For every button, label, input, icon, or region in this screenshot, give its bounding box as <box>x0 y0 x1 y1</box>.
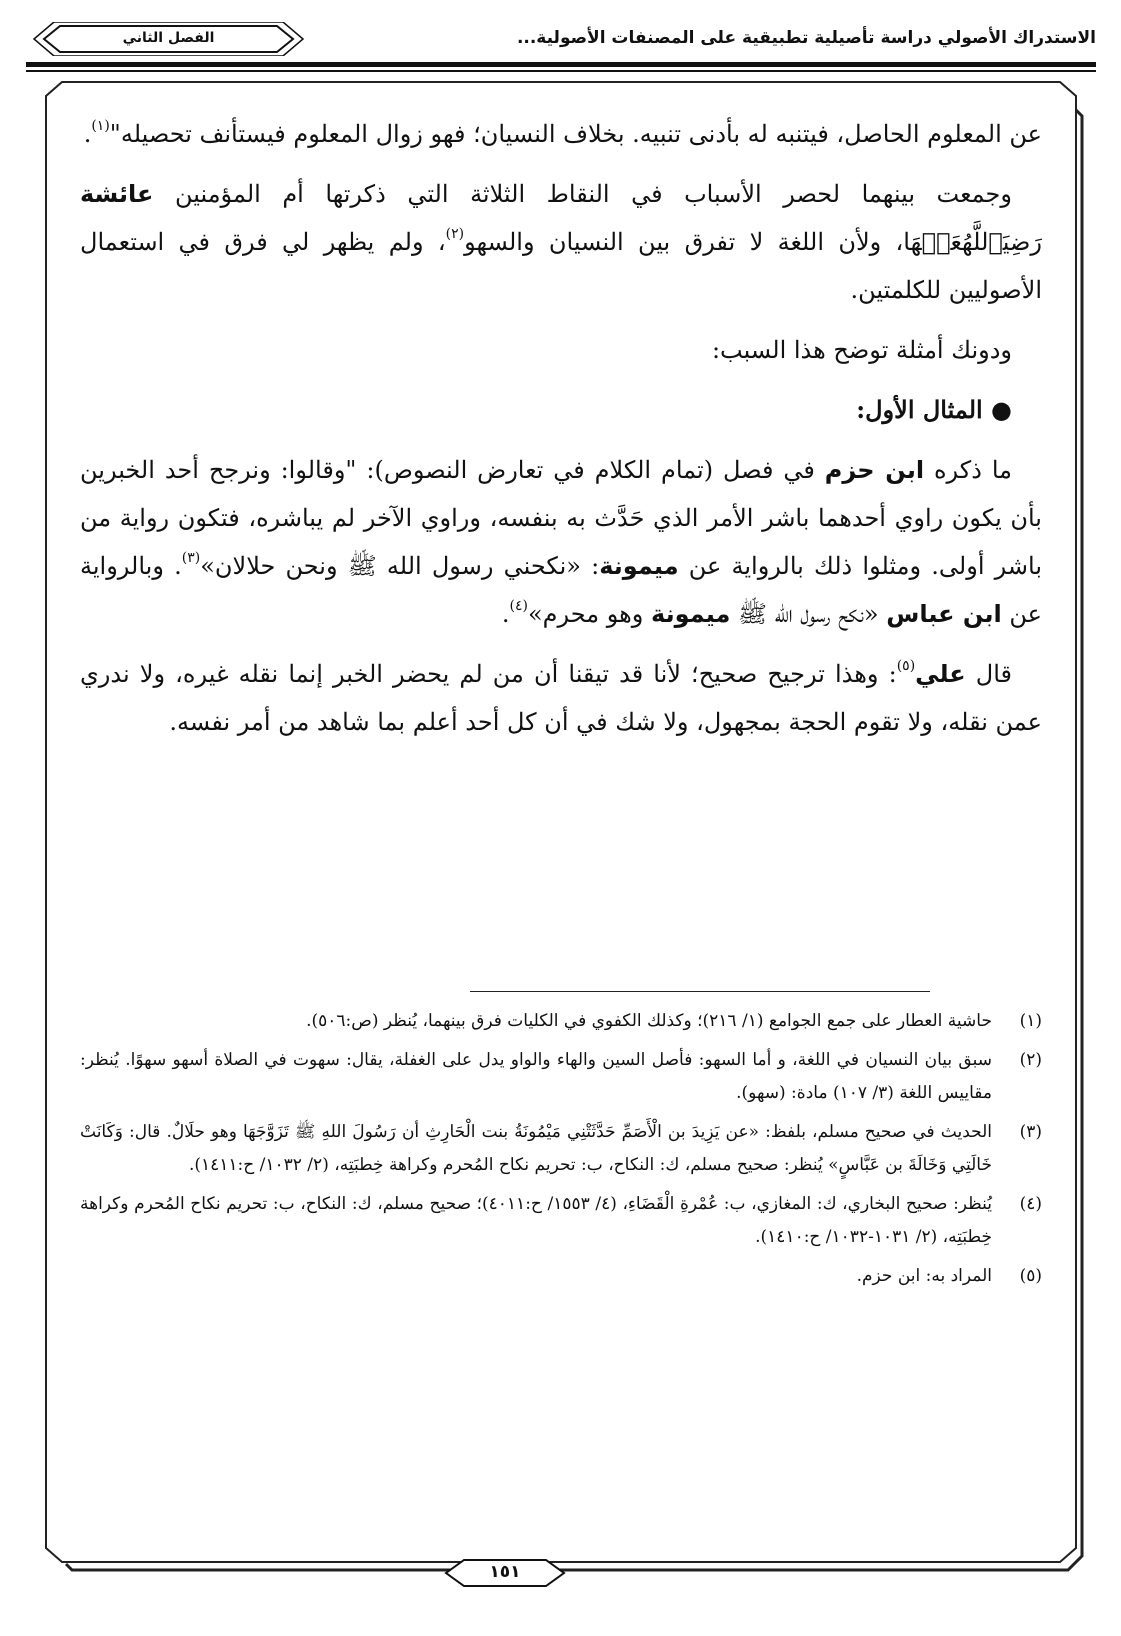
p4-text-f: وهو محرم» <box>527 600 644 628</box>
p4-text-c: : «نكحني رسول الله ﷺ ونحن حلالان» <box>200 552 600 580</box>
paragraph-4 <box>80 446 1042 638</box>
footnote-ref-1[interactable]: (١) <box>91 118 110 134</box>
name-ali: علي <box>915 660 966 688</box>
p5-text-a: قال <box>975 660 1012 688</box>
footnote-text: يُنظر: صحيح البخاري، ك: المغازي، ب: عُمْرةِ الْقَضَاءِ، (٤/ ١٥٥٣/ ح:٤٠١١)؛ صحيح مسلم، ك: النكاح، ب: تحريم نكاح المُحرم وكراهة خِطبَتِه، (٢/ ١٠٣١-١٠٣٢/ ح:١٤١٠). <box>80 1194 992 1247</box>
p4-text-e: «نكح رسول الله ﷺ <box>738 600 879 628</box>
footnote <box>80 1260 1042 1293</box>
main-text <box>80 110 1042 758</box>
footnote-separator <box>470 991 930 992</box>
p1-end: . <box>83 120 92 148</box>
paragraph-5 <box>80 650 1042 746</box>
footnote-text: حاشية العطار على جمع الجوامع (١/ ٢١٦)؛ وكذلك الكفوي في الكليات فرق بينهما، يُنظر (ص:٥٠٦). <box>306 1011 992 1031</box>
name-ibn-hazm: ابن حزم <box>824 456 925 484</box>
p4-text-b: في فصل (تمام الكلام في تعارض النصوص): "وقالوا: ونرجح أحد الخبرين بأن يكون راوي أحدهما باشر الأمر الذي حَدَّث به بنفسه، وراوي الآخر لم يباشره، فتكون رواية من باشر أولى. ومثلوا ذلك بالرواية عن <box>80 456 1043 580</box>
name-maymuna-2: ميمونة <box>651 600 731 628</box>
example-heading: ● المثال الأول: <box>856 395 1012 424</box>
paragraph-1 <box>80 110 1042 158</box>
footnotes <box>80 1005 1042 1299</box>
chapter-label: الفصل الثاني <box>122 30 215 46</box>
p4-text-g: . <box>501 600 510 628</box>
page-number: ١٥١ <box>489 1562 521 1582</box>
p5-text-b: : وهذا ترجيح صحيح؛ لأنا قد تيقنا أن من لم يحضر الخبر إنما نقله غيره، ولا ندري عمن نقله، ولا تقوم الحجة بمجهول، ولا شك في أن كل أحد أعلم بما شاهد من أمر نفسه. <box>80 660 1042 736</box>
paragraph-3: ودونك أمثلة توضح هذا السبب: <box>711 336 1012 364</box>
footnote-number: (١) <box>1019 1011 1042 1031</box>
footnote-text: سبق بيان النسيان في اللغة، و أما السهو: فأصل السين والهاء والواو يدل على الغفلة، يقال: سهوت في الصلاة أسهو سهوًا. يُنظر: مقاييس اللغة (٣/ ١٠٧) مادة: (سهو). <box>80 1050 992 1103</box>
paragraph-2 <box>80 170 1042 314</box>
name-aisha: عائشة <box>80 180 154 208</box>
footnote-number: (٢) <box>1019 1050 1042 1070</box>
p2-text-a: وجمعت بينهما لحصر الأسباب في النقاط الثلاثة التي ذكرتها أم المؤمنين <box>174 180 1012 208</box>
footnote-number: (٣) <box>1019 1122 1042 1142</box>
footnote <box>80 1116 1042 1182</box>
footnote <box>80 1005 1042 1038</box>
name-maymuna: ميمونة <box>599 552 679 580</box>
p2-text-c: ، ولم يظهر لي فرق في استعمال الأصوليين للكلمتين. <box>80 228 1042 304</box>
footnote-number: (٤) <box>1019 1194 1042 1214</box>
p4-text-a: ما ذكره <box>933 456 1012 484</box>
p2-text-b: رَضِيَٱللَّهُعَنۡهَا، ولأن اللغة لا تفرق بين النسيان والسهو <box>464 228 1042 256</box>
footnote-text: الحديث في صحيح مسلم، بلفظ: «عن يَزِيدَ بن الْأَصَمِّ حَدَّثَتْنِي مَيْمُونَةُ بنت الْحَارِثِ أن رَسُولَ اللهِ ﷺ تَزَوَّجَهَا وهو حلَالٌ. قال: وَكَانَتْ خَالَتِي وَخَالَةَ بن عَبَّاسٍ» يُنظر: صحيح مسلم، ك: النكاح، ب: تحريم نكاح المُحرم وكراهة خِطبَتِه، (٢/ ١٠٣٢/ ح:١٤١١). <box>80 1122 992 1175</box>
name-ibn-abbas: ابن عباس <box>886 600 1002 628</box>
footnote-ref-3[interactable]: (٣) <box>181 550 201 566</box>
page-number-badge <box>440 1556 570 1590</box>
footnote-number: (٥) <box>1019 1266 1042 1286</box>
footnote <box>80 1188 1042 1254</box>
footnote <box>80 1044 1042 1110</box>
p1-text: عن المعلوم الحاصل، فيتنبه له بأدنى تنبيه. بخلاف النسيان؛ فهو زوال المعلوم فيستأنف تحصيله" <box>109 120 1042 148</box>
p4-text-d: . وبالرواية عن <box>80 552 1042 628</box>
footnote-ref-4[interactable]: (٤) <box>509 598 528 614</box>
running-title: الاستدراك الأصولي دراسة تأصيلية تطبيقية على المصنفات الأصولية... <box>516 28 1096 48</box>
footnote-ref-5[interactable]: (٥) <box>896 658 916 674</box>
footnote-ref-2[interactable]: (٢) <box>445 226 465 242</box>
footnote-text: المراد به: ابن حزم. <box>856 1266 992 1286</box>
